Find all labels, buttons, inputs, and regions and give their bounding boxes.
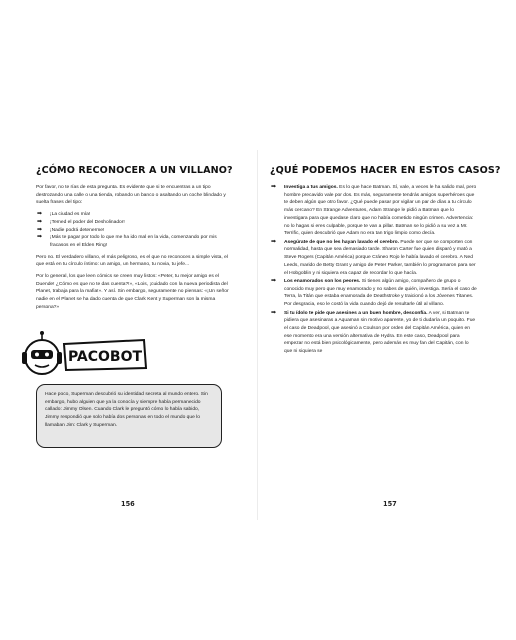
arrow-bullet-icon: ➡ bbox=[37, 218, 43, 225]
right-page bbox=[258, 0, 516, 640]
right-page-heading: ¿QUÉ PODEMOS HACER EN ESTOS CASOS? bbox=[270, 165, 501, 176]
body-paragraph: Pero no. El verdadero villano, el más peligroso, es el que no reconoces a simple vista, el que está en tu círculo íntimo: un amigo, un hermano, tu novia, tu jefe... bbox=[36, 254, 228, 268]
page-number: 157 bbox=[383, 500, 397, 508]
intro-paragraph: Por favor, no te rías de esta pregunta. Es evidente que si te encuentras a un tipo destrozando una calle o una tienda, robando un banco o asaltando un coche blindado y suelta frases del tipo: bbox=[36, 185, 226, 206]
pacobot-text: Hace poco, Superman descubrió su identidad secreta al mundo entero. Sin embargo, hubo alguien que ya la conocía y siempre había permanecido callado: Jimmy Olsen. Cuando Clark le preguntó cómo lo había sabido, Jimmy respondió que solo había dos personas en todo el mundo que lo llamaban Jim: Clark y Superman. bbox=[45, 392, 208, 428]
arrow-bullet-icon: ➡ bbox=[271, 309, 277, 316]
right-page-body bbox=[270, 184, 478, 360]
list-item: ➡ Asegúrate de que no les hayan lavado el cerebro. Puede ser que se comporten con normalidad, hasta que sea demasiado tarde. Sharon Carter fue quien disparó y mató a Steve Rogers (Capitán América) porque Cráneo Rojo le había lavado el cerebro. A Ned Leeds, marido de Betty Grant y amigo de Peter Parker, también lo programaron para ser el Hobgoblin y ni siquiera era capaz de recordar lo que hacía. bbox=[271, 238, 476, 276]
arrow-bullet-icon: ➡ bbox=[37, 211, 43, 218]
arrow-bullet-icon: ➡ bbox=[271, 184, 277, 190]
list-item: ➡ ¡Temed el poder del Desholinador! bbox=[37, 218, 125, 225]
left-page-heading: ¿CÓMO RECONOCER A UN VILLANO? bbox=[36, 165, 233, 176]
page-number: 156 bbox=[121, 500, 135, 508]
body-paragraph: Por lo general, los que leen cómics se creen muy listos: «Peter, tu mejor amigo es el Duende! ¿Cómo es que no te das cuenta?!», «Lois, ¡cuidado con la nueva periodista del Planet, trabaja para la mafia!». Y así. Sin embargo, seguramente no piensas: «¡Un señor nadie en el Planet se ha dado cuenta de que Clark Kent y Superman son la misma persona?» bbox=[36, 274, 229, 310]
arrow-bullet-icon: ➡ bbox=[271, 238, 277, 245]
arrow-bullet-icon: ➡ bbox=[37, 234, 43, 241]
robot-head-icon bbox=[22, 331, 62, 374]
arrow-bullet-icon: ➡ bbox=[37, 226, 43, 233]
pacobot-title: PACOBOT bbox=[67, 349, 143, 365]
villain-quotes-list bbox=[36, 211, 234, 250]
list-item: ➡ ¡Más te pagar por todo lo que me ha ido mal en la vida, comenzando por mis fracasos en el Elden Ring! bbox=[37, 234, 217, 248]
pacobot-callout bbox=[36, 384, 222, 448]
list-item: ➡ ¡La ciudad es mía! bbox=[37, 211, 91, 218]
left-page-body bbox=[36, 184, 234, 316]
list-item: ➡ ¡Nadie podrá detenerme! bbox=[37, 226, 105, 233]
pacobot-logo bbox=[20, 330, 150, 380]
arrow-bullet-icon: ➡ bbox=[271, 278, 277, 285]
advice-list bbox=[270, 184, 478, 356]
list-item: ➡ Los enamorados son los peores. Si tienes algún amigo, compañero de grupo o conocido muy pero que muy enamorado y no sabes de quién, investiga. Sería el caso de Terra, la Titán que estaba enamorada de Deathstroke y traicionó a los Jóvenes Titanes. Por desgracia, eso le costó la vida cuando dejó de resultarle útil al villano. bbox=[271, 278, 477, 308]
list-item: ➡ Si tu ídolo te pide que asesines a un buen hombre, desconfía. A ver, si Batman te pidiera que asesinaras a Aquaman sin motivo aparente, yo de ti dudaría un poquito. Fue el caso de Deadpool, que asesinó a Coulson por orden del Capitán América, quien en ese momento era una versión alternativa de Hydra. En este caso, Deadpool para empezar no está bien psicológicamente, pero además es muy fan del Capitán, con lo que ni siquiera se bbox=[271, 309, 476, 355]
list-item: ➡ Investiga a tus amigos. Es lo que hace Batman. Sí, vale, a veces le ha salido mal, pero hombre precavido vale por dos. Es más, seguramente tendrás amigos superhéroes que te deben algún que otro favor. ¿Qué puede pasar por vigilar un par de días a tu círculo más cercano? En Strange Adventures, Adam Strange le pidió a Batman que lo investigara para que quedase claro que no había cometido ningún crimen. Advertencia: no lo hagas si eres culpable, porque te van a pillar. Batman se lo pidió a su vez a Mr. Terrific, quien descubrió que Adam no era tan trigo limpio como decía. bbox=[271, 184, 477, 237]
